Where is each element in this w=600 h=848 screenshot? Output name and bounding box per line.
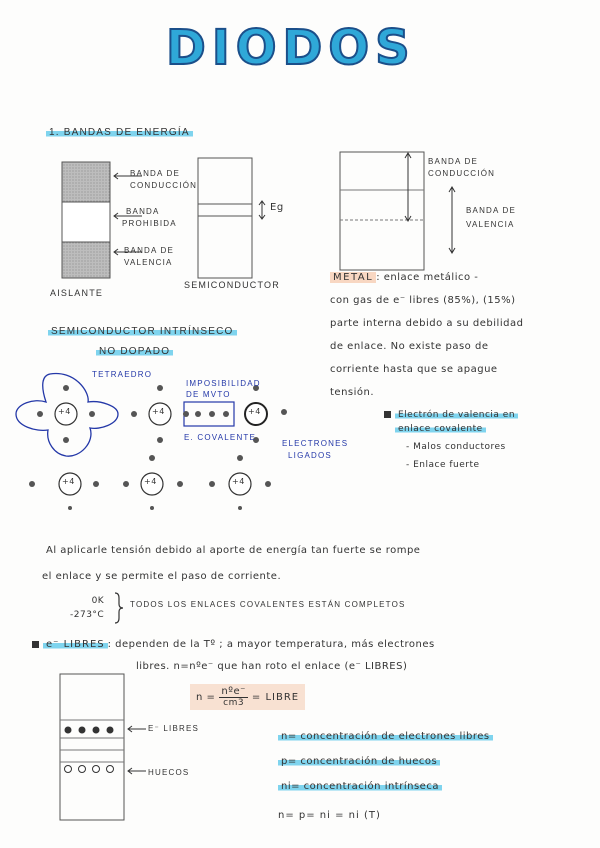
arrow-free-icon xyxy=(126,724,148,734)
label-ligados xyxy=(282,438,348,462)
label-metal-valence-line1: BANDA DE xyxy=(466,206,517,215)
definition-n xyxy=(278,724,493,749)
label-imposibilidad-line1: IMPOSIBILIDAD xyxy=(186,379,261,388)
label-imposibilidad xyxy=(186,378,261,400)
label-ligados-line2: LIGADOS xyxy=(288,451,332,460)
tension-paragraph-line2: el enlace y se permite el paso de corriente. xyxy=(42,571,282,582)
label-valence-line2: VALENCIA xyxy=(124,258,173,267)
atom-label: +4 xyxy=(144,477,157,486)
definition-p-text: p= concentración de huecos xyxy=(278,756,440,767)
atom-label: +4 xyxy=(62,477,75,486)
label-holes: HUECOS xyxy=(148,768,190,777)
section-heading-bands xyxy=(46,127,193,138)
brace-icon xyxy=(112,592,124,624)
definition-ni-text: ni= concentración intrínseca xyxy=(278,781,442,792)
metal-note xyxy=(330,266,523,404)
bullet-square-icon xyxy=(32,641,39,648)
zero-kelvin-temps xyxy=(70,594,104,622)
definitions-list xyxy=(278,724,493,799)
page-title: DIODOS xyxy=(166,20,416,76)
label-imposibilidad-line2: DE MVTO xyxy=(186,390,231,399)
metal-note-line4: de enlace. No existe paso de xyxy=(330,341,489,352)
atom-label: +4 xyxy=(58,407,71,416)
valence-note-title-line2 xyxy=(384,422,518,436)
definition-n-text: n= concentración de electrones libres xyxy=(278,731,493,742)
label-conduction-line2: CONDUCCIÓN xyxy=(130,181,198,190)
label-tetraedro: TETRAEDRO xyxy=(92,370,153,379)
free-electrons-line1 xyxy=(32,634,435,656)
label-covalente: E. COVALENTE xyxy=(184,433,257,442)
valence-note-title-text1: Electrón de valencia en xyxy=(395,410,518,420)
metal-note-line6: tensión. xyxy=(330,387,375,398)
label-conduction-band xyxy=(130,168,197,192)
label-metal-valence-line2: VALENCIA xyxy=(466,220,515,229)
bullet-square-icon xyxy=(384,411,391,418)
definition-p xyxy=(278,749,493,774)
zero-kelvin-line1: 0K xyxy=(91,596,105,606)
arrow-holes-icon xyxy=(126,766,148,776)
label-valence-band xyxy=(124,245,174,269)
intrinsic-subheading-text: NO DOPADO xyxy=(96,346,173,357)
atom-label: +4 xyxy=(232,477,245,486)
label-valence-line1: BANDA DE xyxy=(124,246,175,255)
formula-denominator: cm3 xyxy=(223,698,245,708)
metal-note-line1-text: : enlace metálico - xyxy=(376,272,479,283)
label-forbidden-band xyxy=(122,206,177,230)
tension-paragraph xyxy=(42,538,421,590)
zero-kelvin-line2: -273°C xyxy=(70,610,105,620)
metal-note-line3: parte interna debido a su debilidad xyxy=(330,318,524,329)
free-electrons-line1-text: : dependen de la Tº ; a mayor temperatura, más electrones xyxy=(107,639,435,650)
intrinsic-heading-text: SEMICONDUCTOR INTRÍNSECO xyxy=(48,326,237,337)
label-metal-conduction-line1: BANDA DE xyxy=(428,157,479,166)
metal-note-line1 xyxy=(330,266,523,289)
metal-note-line5: corriente hasta que se apague xyxy=(330,364,498,375)
formula-rhs: = LIBRE xyxy=(251,691,300,703)
label-insulator: AISLANTE xyxy=(50,288,104,298)
intrinsic-subheading xyxy=(96,346,173,357)
label-ligados-line1: ELECTRONES xyxy=(282,439,349,448)
valence-note xyxy=(384,408,518,472)
tension-paragraph-line1: Al aplicarle tensión debido al aporte de energía tan fuerte se rompe xyxy=(46,545,421,556)
label-metal-conduction-line2: CONDUCCIÓN xyxy=(428,169,496,178)
free-electrons-line2: libres. n=nºe⁻ que han roto el enlace (e⁻ LIBRES) xyxy=(136,661,408,672)
label-forbidden-line1: BANDA xyxy=(126,207,160,216)
crystal-lattice-diagram xyxy=(0,362,330,512)
density-formula xyxy=(190,684,305,710)
intrinsic-heading xyxy=(48,326,237,337)
valence-note-item2: - Enlace fuerte xyxy=(406,460,480,470)
valence-note-title-text2: enlace covalente xyxy=(395,424,486,434)
label-eg: Eg xyxy=(270,202,284,213)
label-forbidden-line2: PROHIBIDA xyxy=(122,219,177,228)
formula-fraction xyxy=(219,686,247,708)
insulator-diagram xyxy=(62,162,110,278)
formula-lhs: n = xyxy=(196,691,216,703)
label-conduction-line1: BANDA DE xyxy=(130,169,181,178)
zero-kelvin-text: TODOS LOS ENLACES COVALENTES ESTÁN COMPLETOS xyxy=(130,600,406,609)
metal-note-lead: METAL xyxy=(330,272,376,283)
label-semiconductor: SEMICONDUCTOR xyxy=(184,280,280,290)
label-free-electrons: E⁻ LIBRES xyxy=(148,724,200,733)
label-metal-valence xyxy=(466,204,516,232)
semiconductor-diagram xyxy=(198,158,265,278)
equation-intrinsic: n= p= ni = ni (T) xyxy=(278,810,381,821)
formula-numerator: nºe⁻ xyxy=(221,686,246,697)
label-metal-conduction xyxy=(428,156,495,180)
definition-ni xyxy=(278,774,493,799)
metal-note-line2: con gas de e⁻ libres (85%), (15%) xyxy=(330,295,516,306)
section-heading-bands-text: 1. BANDAS DE ENERGÍA xyxy=(46,127,193,138)
atom-label: +4 xyxy=(152,407,165,416)
free-electrons-diagram xyxy=(58,672,138,822)
valence-note-item1: - Malos conductores xyxy=(406,442,506,452)
free-electrons-lead: e⁻ LIBRES xyxy=(43,639,108,650)
valence-note-title-line1 xyxy=(384,408,518,422)
atom-label: +4 xyxy=(248,407,261,416)
